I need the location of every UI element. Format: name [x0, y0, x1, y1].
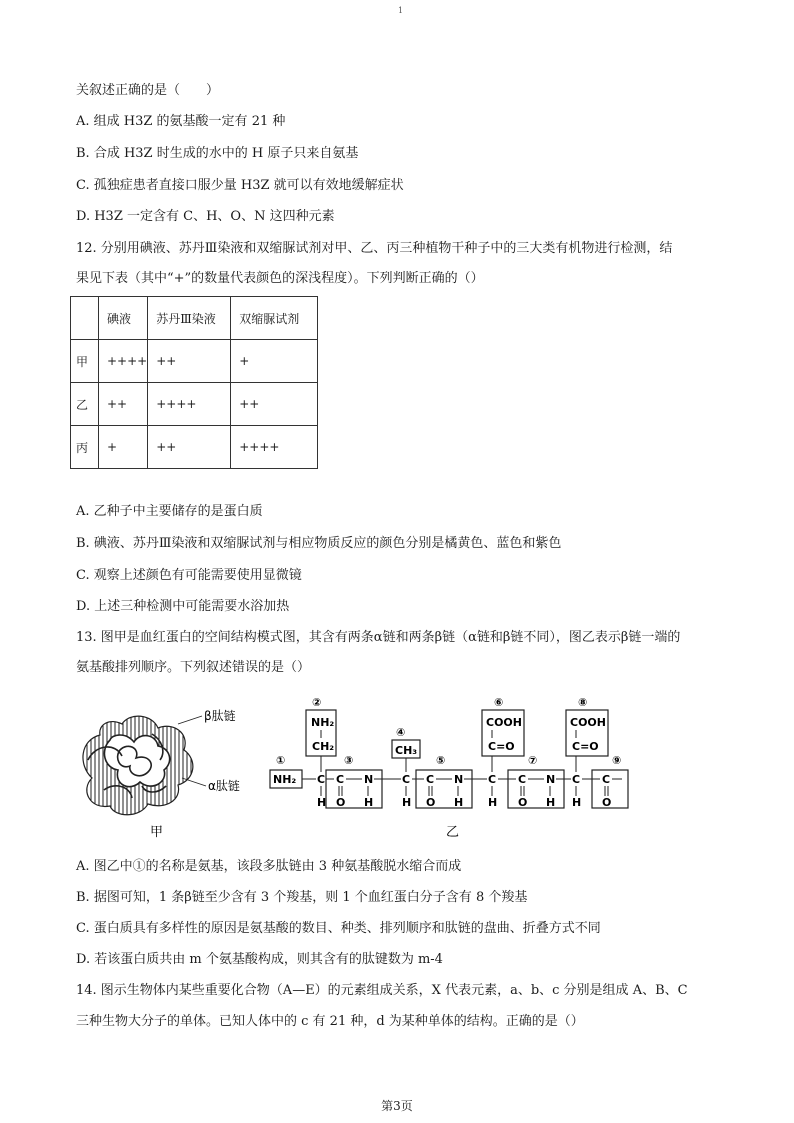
- figure-b-caption: 乙: [446, 825, 460, 840]
- alpha-carbon-3: C: [488, 773, 497, 786]
- alpha-carbon-2: C: [402, 773, 411, 786]
- q11-option-c: C. 孤独症患者直接口服少量 H3Z 就可以有效地缓解症状: [76, 178, 404, 193]
- q12-option-b: B. 碘液、苏丹Ⅲ染液和双缩脲试剂与相应物质反应的颜色分别是橘黄色、蓝色和紫色: [76, 536, 562, 551]
- marker-6: ⑥: [494, 696, 504, 709]
- q14-stem-line2: 三种生物大分子的单体。已知人体中的 c 有 21 种，d 为某种单体的结构。正确的是（）: [76, 1014, 584, 1029]
- amide-h-3: H: [546, 796, 556, 809]
- amide-n-2: N: [454, 773, 464, 786]
- carbonyl-c-2: C: [426, 773, 435, 786]
- q12-option-a: A. 乙种子中主要储存的是蛋白质: [76, 504, 263, 519]
- table-cell: ++: [148, 426, 231, 469]
- page-number: 第3页: [381, 1099, 413, 1113]
- table-header-cell: [71, 297, 99, 340]
- alpha-chain-label: α肽链: [208, 779, 240, 793]
- marker-3: ③: [344, 754, 354, 767]
- q12-stem-line1: 12. 分别用碘液、苏丹Ⅲ染液和双缩脲试剂对甲、乙、丙三种植物干种子中的三大类有机物进行检测，结: [76, 241, 673, 256]
- amide-h-1: H: [364, 796, 374, 809]
- q13-option-b: B. 据图可知，1 条β链至少含有 3 个羧基，则 1 个血红蛋白分子含有 8 个羧基: [76, 890, 528, 905]
- carbonyl-o-3: O: [518, 796, 528, 809]
- carbonyl-c-1: C: [336, 773, 345, 786]
- marker-2: ②: [312, 696, 322, 709]
- carbonyl-o-2: O: [426, 796, 436, 809]
- carbonyl-c-4: C: [602, 773, 611, 786]
- marker-7: ⑦: [528, 754, 538, 767]
- q13-figure: [70, 690, 710, 845]
- side-group-nh2: NH₂: [311, 716, 335, 729]
- table-cell: +: [99, 426, 148, 469]
- table-header-cell: 苏丹Ⅲ染液: [148, 297, 231, 340]
- table-cell: 乙: [71, 383, 99, 426]
- side-group-co-2: C=O: [572, 740, 599, 753]
- marker-8: ⑧: [578, 696, 588, 709]
- amide-h-2: H: [454, 796, 464, 809]
- table-row: [71, 340, 318, 383]
- table-cell: ++++: [99, 340, 148, 383]
- alpha-h-3: H: [488, 796, 498, 809]
- peptide-chain-figure: [270, 696, 628, 809]
- side-group-cooh-1: COOH: [486, 716, 522, 729]
- side-group-co-1: C=O: [488, 740, 515, 753]
- q11-option-d: D. H3Z 一定含有 C、H、O、N 这四种元素: [76, 209, 335, 224]
- carbonyl-o-1: O: [336, 796, 346, 809]
- marker-5: ⑤: [436, 754, 446, 767]
- q12-option-c: C. 观察上述颜色有可能需要使用显微镜: [76, 568, 302, 583]
- table-row: [71, 383, 318, 426]
- carbonyl-o-4: O: [602, 796, 612, 809]
- side-group-cooh-2: COOH: [570, 716, 606, 729]
- marker-4: ④: [396, 726, 406, 739]
- table-cell: ++: [148, 340, 231, 383]
- q13-stem-line1: 13. 图甲是血红蛋白的空间结构模式图，其含有两条α链和两条β链（α链和β链不同），图乙表示β链一端的: [76, 630, 681, 645]
- side-group-ch2: CH₂: [312, 740, 335, 753]
- table-cell: ++: [231, 383, 318, 426]
- alpha-carbon-4: C: [572, 773, 581, 786]
- alpha-h-4: H: [572, 796, 582, 809]
- q13-option-a: A. 图乙中①的名称是氨基，该段多肽链由 3 种氨基酸脱水缩合而成: [76, 859, 462, 874]
- side-group-ch3: CH₃: [395, 744, 418, 757]
- q13-option-c: C. 蛋白质具有多样性的原因是氨基酸的数目、种类、排列顺序和肽链的盘曲、折叠方式不同: [76, 921, 601, 936]
- table-header-cell: 碘液: [99, 297, 148, 340]
- q13-stem-line2: 氨基酸排列顺序。下列叙述错误的是（）: [76, 660, 311, 675]
- marker-9: ⑨: [612, 754, 622, 767]
- table-cell: 丙: [71, 426, 99, 469]
- q12-option-d: D. 上述三种检测中可能需要水浴加热: [76, 599, 290, 614]
- table-header-row: [71, 297, 318, 340]
- q14-stem-line1: 14. 图示生物体内某些重要化合物（A—E）的元素组成关系，X 代表元素，a、b、c 分别是组成 A、B、C: [76, 983, 688, 998]
- q11-option-b: B. 合成 H3Z 时生成的水中的 H 原子只来自氨基: [76, 146, 359, 161]
- q11-stem-tail: 关叙述正确的是（ ）: [76, 83, 220, 98]
- amide-n-3: N: [546, 773, 556, 786]
- table-header-cell: 双缩脲试剂: [231, 297, 318, 340]
- alpha-h-1: H: [317, 796, 327, 809]
- table-cell: ++++: [148, 383, 231, 426]
- alpha-h-2: H: [402, 796, 412, 809]
- marker-1: ①: [276, 754, 286, 767]
- table-cell: ++: [99, 383, 148, 426]
- table-cell: ++++: [231, 426, 318, 469]
- table-cell: 甲: [71, 340, 99, 383]
- alpha-carbon-1: C: [317, 773, 326, 786]
- q12-stem-line2: 果见下表（其中“+”的数量代表颜色的深浅程度）。下列判断正确的（）: [76, 271, 484, 286]
- amino-group-nh2: NH₂: [273, 773, 297, 786]
- amide-n-1: N: [364, 773, 374, 786]
- hemoglobin-structure-figure: [83, 716, 206, 815]
- table-cell: +: [231, 340, 318, 383]
- q13-option-d: D. 若该蛋白质共由 m 个氨基酸构成，则其含有的肽键数为 m-4: [76, 952, 443, 967]
- q12-results-table: [70, 296, 318, 469]
- carbonyl-c-3: C: [518, 773, 527, 786]
- q11-option-a: A. 组成 H3Z 的氨基酸一定有 21 种: [76, 114, 286, 129]
- table-row: [71, 426, 318, 469]
- figure-a-caption: 甲: [150, 825, 164, 840]
- page-header-mark: 1: [398, 6, 404, 15]
- beta-chain-label: β肽链: [204, 709, 236, 723]
